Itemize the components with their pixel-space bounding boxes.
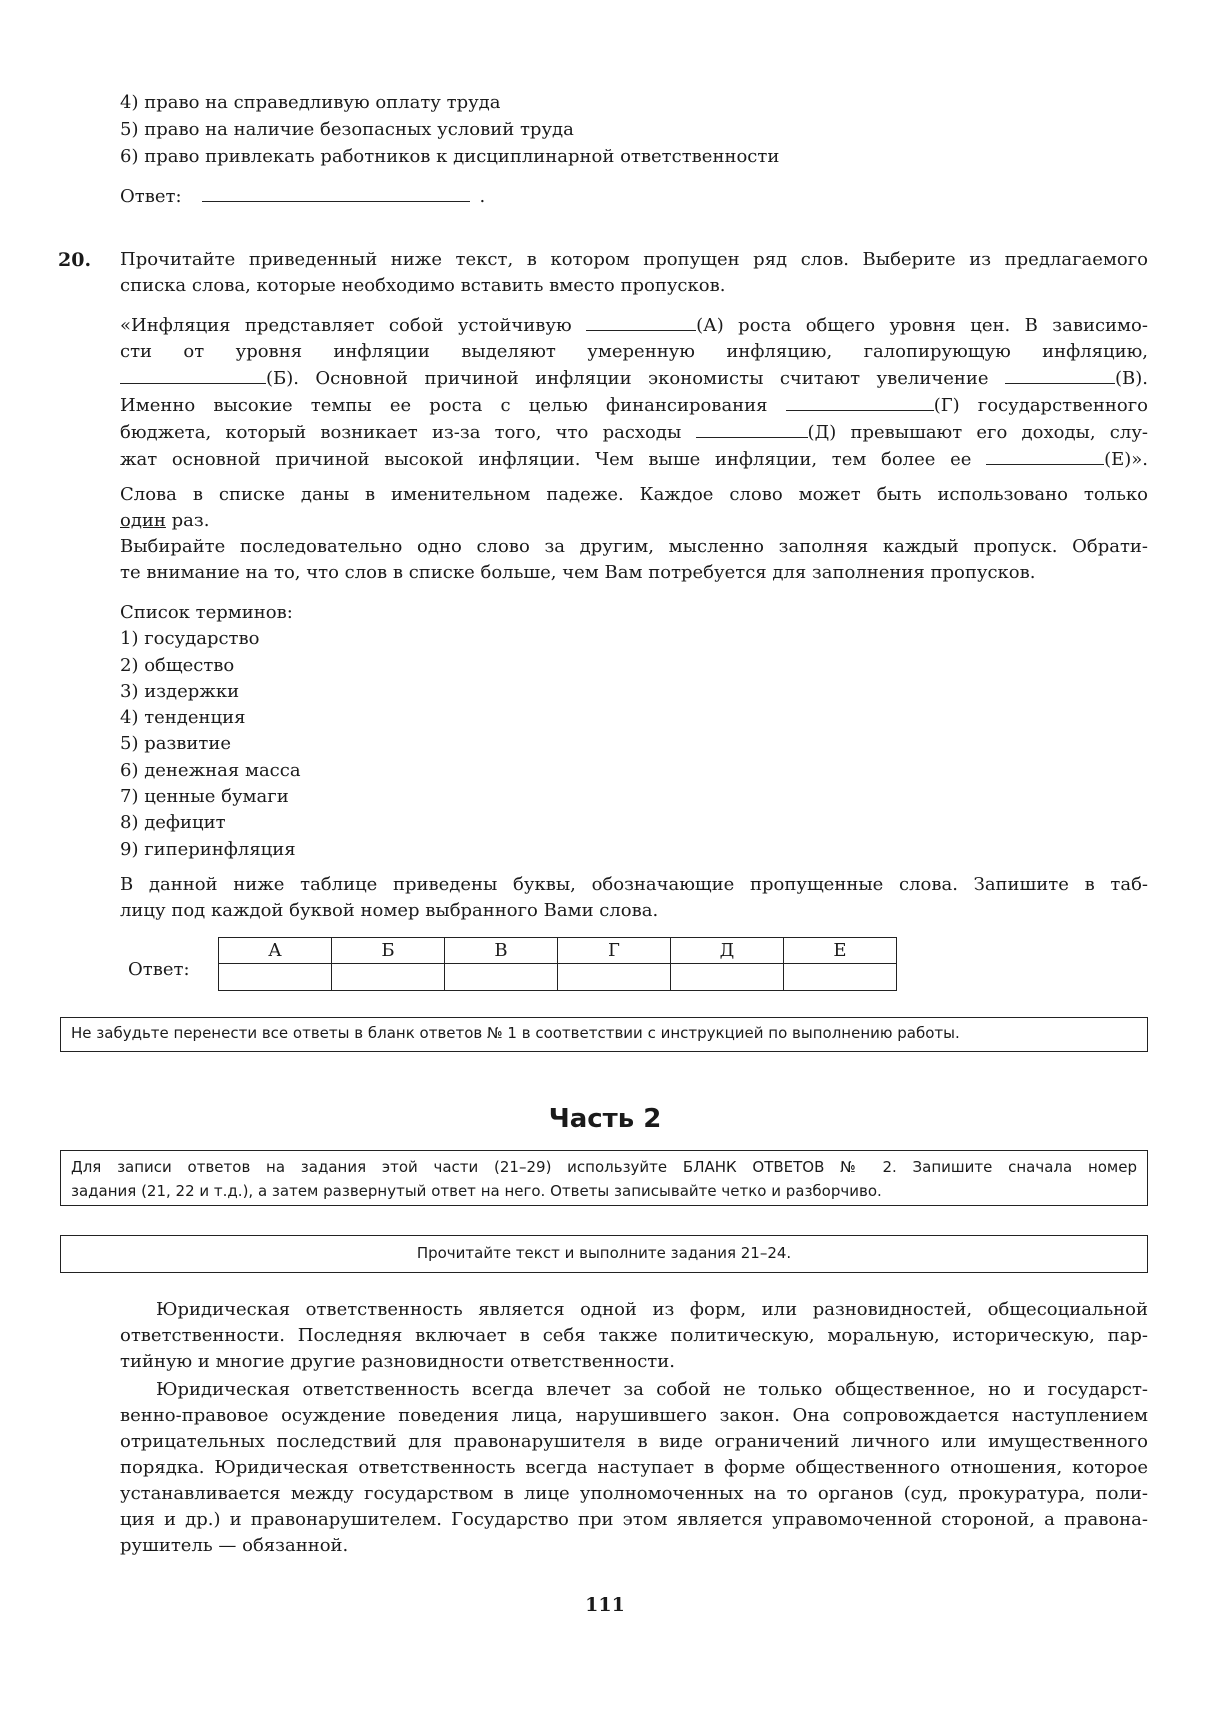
terms-list bbox=[120, 600, 301, 863]
quote-line: «Инфляция представляет собой устойчивую (А) роста общего уровня цен. В зависимо- bbox=[120, 312, 1148, 339]
answer-cell[interactable] bbox=[784, 964, 897, 991]
term-item: 3) издержки bbox=[120, 680, 240, 702]
table-intro-line: лицу под каждой буквой номер выбранного Вами слова. bbox=[120, 900, 659, 921]
gap-a[interactable] bbox=[586, 312, 696, 331]
gap-v[interactable] bbox=[1005, 365, 1115, 384]
passage-line: ответственности. Последняя включает в себя также политическую, моральную, историческую, пар- bbox=[120, 1325, 1148, 1346]
passage-line: рушитель — обязанной. bbox=[120, 1535, 349, 1556]
rules-line: Выбирайте последовательно одно слово за другим, мысленно заполняя каждый пропуск. Обрати- bbox=[120, 536, 1148, 557]
option-item: 5) право на наличие безопасных условий труда bbox=[120, 119, 574, 140]
terms-title: Список терминов: bbox=[120, 602, 293, 623]
quote-line: жат основной причиной высокой инфляции. Чем выше инфляции, тем более ее (Е)». bbox=[120, 446, 1148, 473]
answer-label: Ответ: bbox=[128, 959, 190, 980]
term-item: 7) ценные бумаги bbox=[120, 786, 289, 808]
gap-e[interactable] bbox=[986, 446, 1104, 465]
answer-label: Ответ: bbox=[120, 186, 182, 207]
answer-cell[interactable] bbox=[445, 964, 558, 991]
rules-line: один раз. bbox=[120, 510, 210, 531]
passage-line: порядка. Юридическая ответственность всегда наступает в форме общественного отношения, которое bbox=[120, 1457, 1148, 1478]
task-intro-line: Прочитайте приведенный ниже текст, в котором пропущен ряд слов. Выберите из предлагаемого bbox=[120, 249, 1148, 270]
reading-passage bbox=[120, 1297, 1148, 1561]
answer-cell[interactable] bbox=[671, 964, 784, 991]
inflation-quote bbox=[120, 312, 1148, 473]
gap-d[interactable] bbox=[696, 419, 808, 438]
term-item: 2) общество bbox=[120, 654, 235, 676]
answer-cell[interactable] bbox=[558, 964, 671, 991]
passage-line: Юридическая ответственность является одной из форм, или разновидностей, общесоциальной bbox=[156, 1299, 1148, 1320]
quote-line: (Б). Основной причиной инфляции экономисты считают увеличение (В). bbox=[120, 365, 1148, 392]
table-intro-line: В данной ниже таблице приведены буквы, обозначающие пропущенные слова. Запишите в таб- bbox=[120, 874, 1148, 895]
previous-answer-row bbox=[120, 183, 485, 210]
term-item: 5) развитие bbox=[120, 733, 232, 755]
quote-line: бюджета, который возникает из-за того, что расходы (Д) превышают его доходы, слу- bbox=[120, 419, 1148, 446]
previous-task-options bbox=[120, 90, 779, 171]
letter-cell: Г bbox=[558, 938, 671, 964]
gap-b[interactable] bbox=[120, 365, 266, 384]
term-item: 6) денежная масса bbox=[120, 759, 301, 781]
answer-end: . bbox=[479, 186, 486, 207]
passage-line: устанавливается между государством в лице уполномоченных на то органов (суд, прокуратура, поли- bbox=[120, 1483, 1148, 1504]
reminder-box: Не забудьте перенести все ответы в бланк ответов № 1 в соответствии с инструкцией по выполнению работы. bbox=[60, 1017, 1148, 1052]
answer-cell[interactable] bbox=[332, 964, 445, 991]
passage-line: венно-правовое осуждение поведения лица, нарушившего закон. Она сопровождается наступлением bbox=[120, 1405, 1148, 1426]
letter-cell: Е bbox=[784, 938, 897, 964]
answer-table bbox=[218, 937, 897, 991]
task-intro bbox=[120, 247, 1148, 299]
passage-line: отрицательных последствий для правонарушителя в виде ограничений личного или имущественного bbox=[120, 1431, 1148, 1452]
letter-cell: А bbox=[219, 938, 332, 964]
letter-cell: В bbox=[445, 938, 558, 964]
term-item: 9) гиперинфляция bbox=[120, 838, 296, 860]
table-intro bbox=[120, 872, 1148, 924]
passage-line: тийную и многие другие разновидности ответственности. bbox=[120, 1351, 675, 1372]
term-item: 4) тенденция bbox=[120, 707, 246, 729]
answer-table-header bbox=[219, 938, 897, 964]
gap-g[interactable] bbox=[786, 392, 934, 411]
letter-cell: Б bbox=[332, 938, 445, 964]
term-item: 1) государство bbox=[120, 628, 260, 650]
task-intro-line: списка слова, которые необходимо вставить вместо пропусков. bbox=[120, 275, 726, 296]
instructions-line: задания (21, 22 и т.д.), а затем развернутый ответ на него. Ответы записывайте четко и разборчиво. bbox=[71, 1182, 882, 1200]
answer-blank[interactable] bbox=[202, 183, 470, 202]
rules-line: Слова в списке даны в именительном падеже. Каждое слово может быть использовано только bbox=[120, 484, 1148, 505]
option-item: 6) право привлекать работников к дисциплинарной ответственности bbox=[120, 146, 780, 167]
task-number: 20. bbox=[58, 249, 92, 271]
part-title: Часть 2 bbox=[548, 1104, 662, 1134]
quote-line: сти от уровня инфляции выделяют умеренную инфляцию, галопирующую инфляцию, bbox=[120, 341, 1148, 362]
task-rules bbox=[120, 482, 1148, 586]
page-number: 111 bbox=[585, 1594, 625, 1616]
answer-cell[interactable] bbox=[219, 964, 332, 991]
letter-cell: Д bbox=[671, 938, 784, 964]
rules-line: те внимание на то, что слов в списке больше, чем Вам потребуется для заполнения пропусков. bbox=[120, 562, 1036, 583]
instructions-line: Для записи ответов на задания этой части (21–29) используйте БЛАНК ОТВЕТОВ № 2. Запишите сначала номер bbox=[71, 1158, 1137, 1176]
quote-line: Именно высокие темпы ее роста с целью финансирования (Г) государственного bbox=[120, 392, 1148, 419]
passage-line: Юридическая ответственность всегда влечет за собой не только общественное, но и государст- bbox=[156, 1379, 1148, 1400]
read-task-box: Прочитайте текст и выполните задания 21–24. bbox=[60, 1235, 1148, 1273]
option-item: 4) право на справедливую оплату труда bbox=[120, 92, 501, 113]
part-instructions-box bbox=[60, 1150, 1148, 1206]
term-item: 8) дефицит bbox=[120, 812, 226, 834]
passage-line: ция и др.) и правонарушителем. Государство при этом является управомоченной стороной, а правона- bbox=[120, 1509, 1148, 1530]
answer-table-values bbox=[219, 964, 897, 991]
